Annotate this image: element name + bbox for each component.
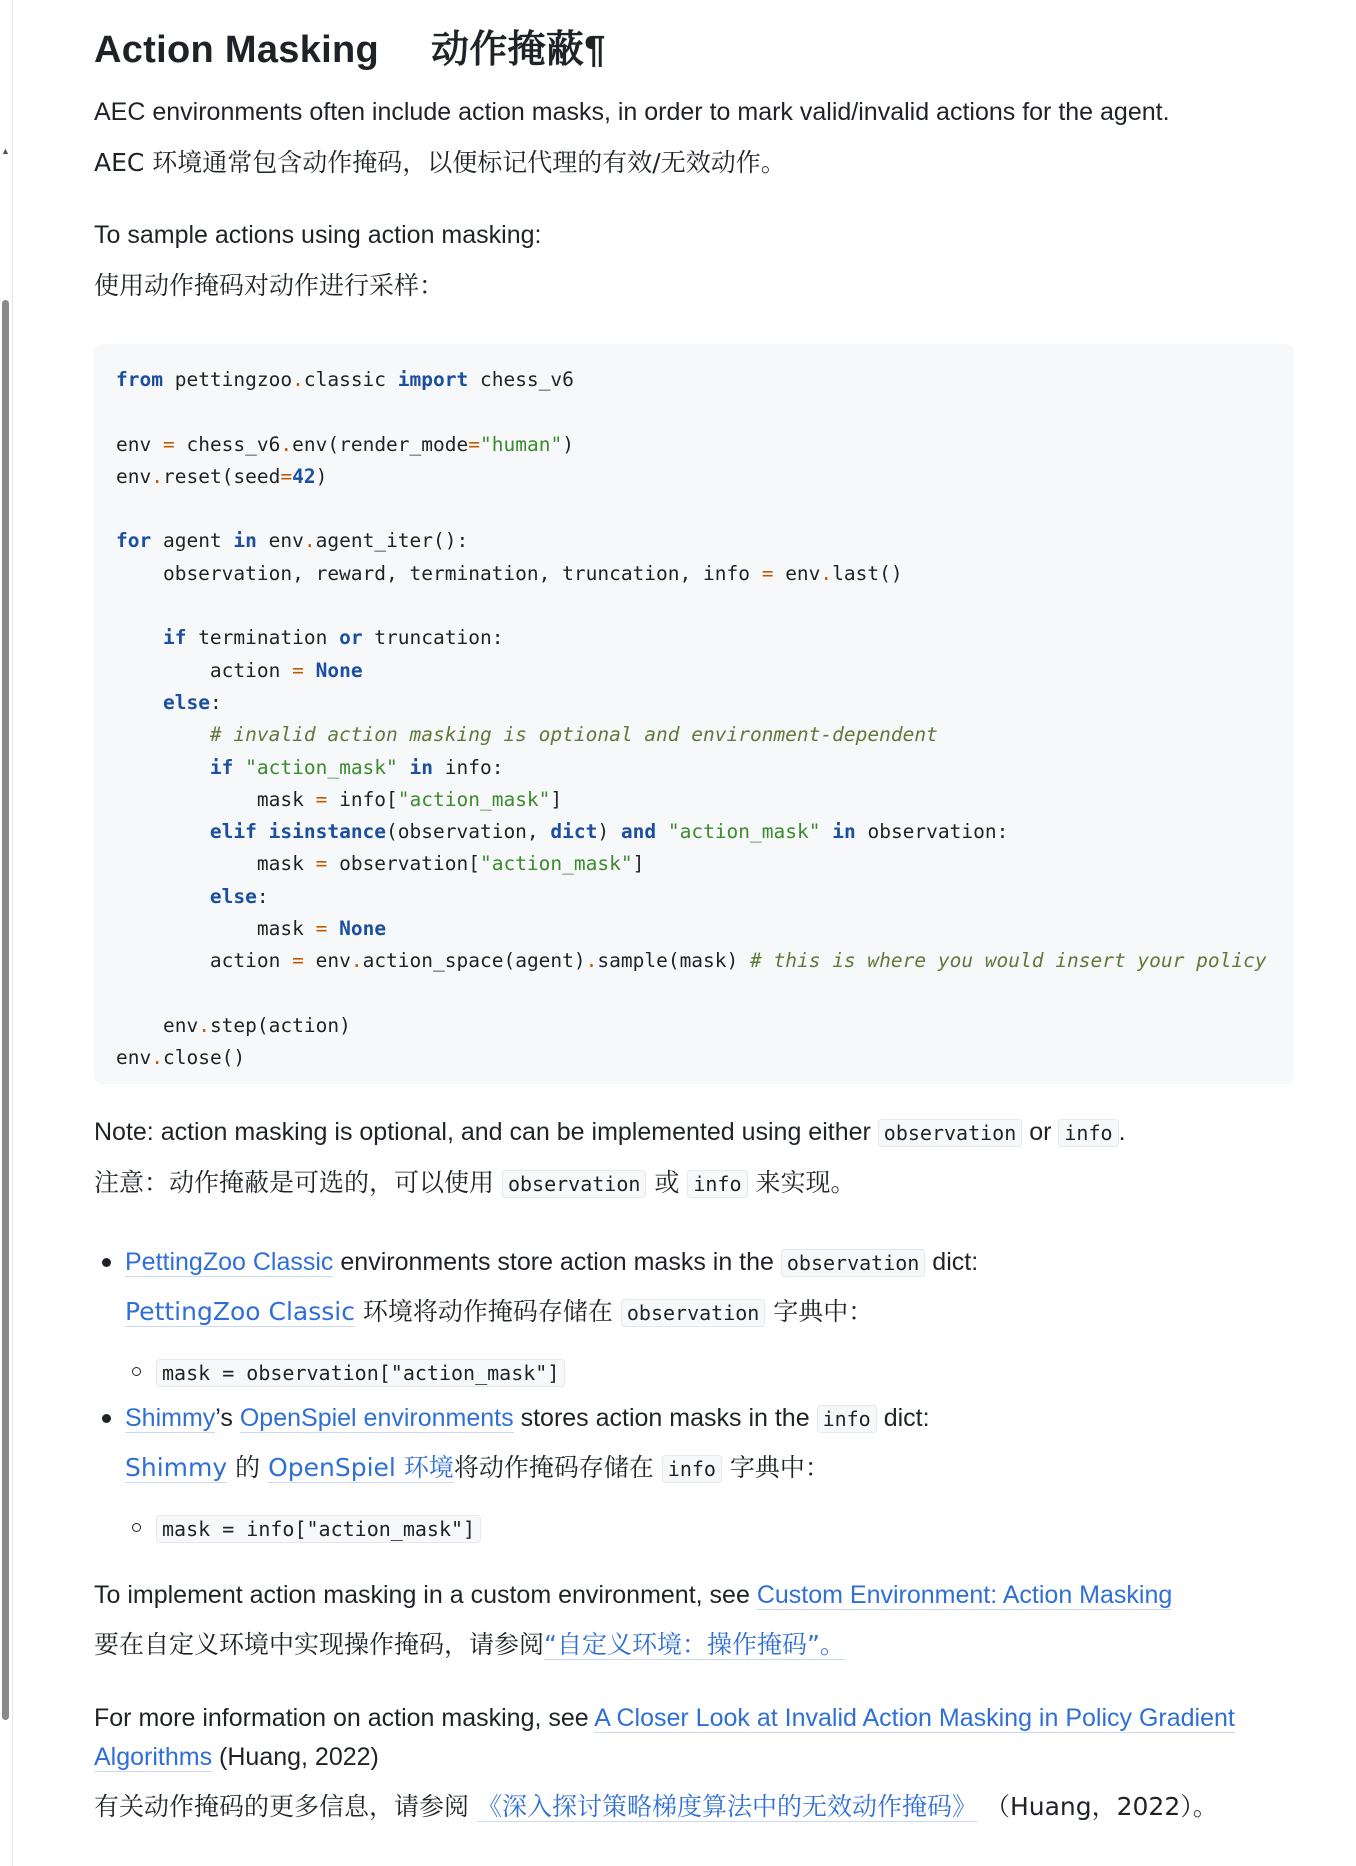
code-line: from pettingzoo.classic import chess_v6 (116, 368, 574, 391)
note-text: Note: action masking is optional, and can be implemented using either (94, 1118, 871, 1146)
list-item-text: 环境将动作掩码存储在 (362, 1297, 613, 1326)
note-cn (94, 1165, 855, 1202)
citation: （Huang，2022）。 (984, 1792, 1218, 1821)
inline-code: mask = info["action_mask"] (156, 1515, 481, 1543)
note-period: . (1118, 1118, 1126, 1146)
openspiel-environments-link[interactable]: OpenSpiel 环境 (268, 1453, 454, 1482)
code-line: env.reset(seed=42) (116, 464, 328, 488)
page-title (94, 18, 606, 73)
sub-bullet-circle (132, 1367, 141, 1376)
title-en: Action Masking (94, 29, 380, 71)
pettingzoo-classic-link[interactable]: PettingZoo Classic (125, 1297, 355, 1326)
note-or: or (1029, 1118, 1052, 1146)
code-line: env = chess_v6.env(render_mode="human") (116, 432, 574, 456)
closer-look-paper-link[interactable]: 《深入探讨策略梯度算法中的无效动作掩码》 (476, 1792, 977, 1821)
pettingzoo-classic-link[interactable]: PettingZoo Classic (125, 1248, 334, 1276)
note-or: 或 (654, 1168, 680, 1197)
list-item-text: 字典中： (773, 1297, 874, 1326)
code-block[interactable] (94, 344, 1294, 1084)
code-line: else: (162, 690, 222, 714)
code-line: env.close() (116, 1046, 246, 1070)
code-line: for agent in env.agent_iter(): (116, 529, 469, 553)
inline-code: info (817, 1405, 877, 1433)
inline-code: info (662, 1455, 722, 1483)
more-en-line2 (94, 1739, 379, 1775)
list-item-shimmy-en (125, 1400, 930, 1437)
inline-code: observation (621, 1299, 765, 1327)
note-text: 注意：动作掩蔽是可选的，可以使用 (94, 1168, 495, 1197)
custom-cn (94, 1627, 845, 1663)
code-line: if "action_mask" in info: (209, 755, 504, 779)
title-cn: 动作掩蔽 (431, 27, 585, 71)
shimmy-link[interactable]: Shimmy (125, 1453, 228, 1482)
note-en (94, 1114, 1126, 1151)
intro-en: AEC environments often include action masks, in order to mark valid/invalid actions for the agent. (94, 98, 1170, 126)
code-line: mask = observation["action_mask"] (116, 852, 645, 876)
inline-code: observation (781, 1249, 925, 1277)
shimmy-link[interactable]: Shimmy (125, 1404, 216, 1432)
more-cn (94, 1789, 1218, 1825)
code-line: action = None (116, 658, 363, 682)
sub-item-shimmy (156, 1510, 481, 1547)
code-line: mask = info["action_mask"] (116, 787, 563, 811)
sub-bullet-circle (132, 1523, 141, 1532)
list-item-text: 的 (235, 1453, 261, 1482)
inline-code: observation (878, 1119, 1022, 1147)
scrollbar-thumb[interactable] (2, 300, 9, 1720)
scroll-up-arrow-icon[interactable]: ▲ (1, 146, 10, 156)
list-item-classic-en (125, 1244, 978, 1281)
code-line: elif isinstance(observation, dict) and "action_mask" in observation: (209, 820, 1009, 844)
more-text: For more information on action masking, see (94, 1704, 589, 1732)
custom-environment-action-masking-link[interactable]: “自定义环境：操作掩码”。 (544, 1630, 845, 1659)
note-suffix: 来实现。 (755, 1168, 856, 1197)
closer-look-paper-link[interactable]: Algorithms (94, 1743, 213, 1771)
code-line: mask = None (116, 917, 387, 941)
custom-environment-action-masking-link[interactable]: Custom Environment: Action Masking (756, 1581, 1173, 1609)
sub-item-classic (156, 1354, 565, 1391)
sample-en: To sample actions using action masking: (94, 221, 542, 249)
custom-text: To implement action masking in a custom environment, see (94, 1581, 750, 1609)
custom-text: 要在自定义环境中实现操作掩码，请参阅 (94, 1630, 545, 1659)
scrollbar[interactable] (0, 0, 13, 1866)
closer-look-paper-link[interactable]: A Closer Look at Invalid Action Masking in Policy Gradient (594, 1704, 1235, 1732)
list-item-text: dict: (883, 1404, 930, 1432)
code-line: observation, reward, termination, truncation, info = env.last() (116, 561, 903, 585)
openspiel-environments-link[interactable]: OpenSpiel environments (239, 1404, 514, 1432)
list-item-shimmy-cn (125, 1450, 830, 1487)
more-en-line1 (94, 1700, 1235, 1736)
list-item-text: 将动作掩码存储在 (453, 1453, 654, 1482)
intro-cn: AEC 环境通常包含动作掩码，以便标记代理的有效/无效动作。 (94, 148, 786, 177)
list-item-classic-cn (125, 1294, 873, 1331)
code-line: action = env.action_space(agent).sample(mask) # this is where you would insert your policy (116, 949, 1267, 973)
custom-en (94, 1577, 1172, 1613)
heading-anchor-link[interactable]: ¶ (584, 29, 606, 71)
more-text: 有关动作掩码的更多信息，请参阅 (94, 1792, 470, 1821)
code-line: if termination or truncation: (162, 626, 504, 650)
inline-code: info (1058, 1119, 1118, 1147)
bullet-dot (102, 1414, 111, 1423)
sample-cn: 使用动作掩码对动作进行采样： (94, 271, 445, 300)
inline-code: mask = observation["action_mask"] (156, 1359, 565, 1387)
bullet-dot (102, 1258, 111, 1267)
list-item-text: environments store action masks in the (340, 1248, 774, 1276)
inline-code: info (687, 1170, 747, 1198)
list-item-text: stores action masks in the (520, 1404, 810, 1432)
list-item-text: dict: (932, 1248, 979, 1276)
inline-code: observation (502, 1170, 646, 1198)
possessive: ’s (215, 1404, 233, 1432)
list-item-text: 字典中： (729, 1453, 830, 1482)
code-line: else: (209, 884, 269, 908)
code-line: env.step(action) (116, 1013, 351, 1037)
citation: (Huang, 2022) (219, 1743, 379, 1771)
code-line: # invalid action masking is optional and environment-dependent (209, 723, 938, 747)
